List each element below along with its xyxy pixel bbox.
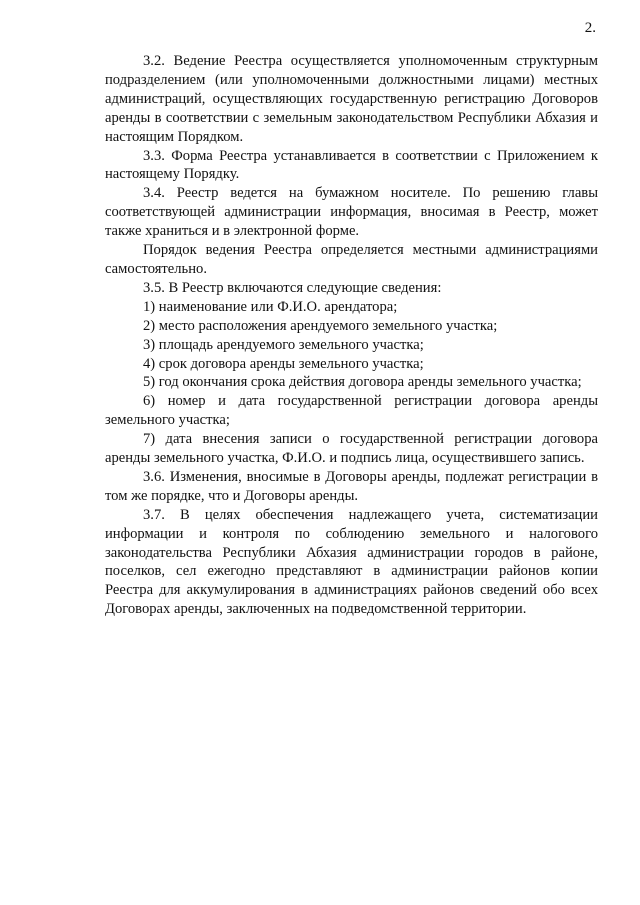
paragraph-3-6: 3.6. Изменения, вносимые в Договоры аренды, подлежат регистрации в том же порядке, что и Договоры аренды. xyxy=(105,468,598,504)
list-item-3: 3) площадь арендуемого земельного участка; xyxy=(143,336,424,353)
list-item-6: 6) номер и дата государственной регистрации договора аренды земельного участка; xyxy=(105,393,598,429)
list-item-5: 5) год окончания срока действия договора аренды земельного участка; xyxy=(143,374,582,391)
list-item-7: 7) дата внесения записи о государственной регистрации договора аренды земельного участка, Ф.И.О. и подпись лица, осуществившего запись. xyxy=(105,431,598,467)
paragraph-3-3: 3.3. Форма Реестра устанавливается в соответствии с Приложением к настоящему Порядку. xyxy=(105,147,598,183)
paragraph-procedure: Порядок ведения Реестра определяется местными администрациями самостоятельно. xyxy=(105,242,598,277)
page-number: 2. xyxy=(584,20,596,36)
paragraph-3-5: 3.5. В Реестр включаются следующие сведения: xyxy=(143,279,442,296)
document-body xyxy=(105,52,598,619)
list-item-4: 4) срок договора аренды земельного участка; xyxy=(143,355,424,372)
paragraph-3-4: 3.4. Реестр ведется на бумажном носителе. По решению главы соответствующей администрации информация, вносимая в Реестр, может также храниться и в электронной форме. xyxy=(105,185,598,240)
list-item-1: 1) наименование или Ф.И.О. арендатора; xyxy=(143,298,398,315)
paragraph-3-2: 3.2. Ведение Реестра осуществляется уполномоченным структурным подразделением (или уполномоченными должностными лицами) местных администраций, осуществляющих государственную регистрацию Договоров аренды в соответствии с земельным законодательством Республики Абхазия и настоящим Порядком. xyxy=(105,53,598,145)
paragraph-3-7: 3.7. В целях обеспечения надлежащего учета, систематизации информации и контроля по соблюдению земельного и налогового законодательства Республики Абхазия администрации городов в районе, поселков, сел ежегодно представляют в администрации районов копии Реестра для аккумулирования в администрациях районов сведений обо всех Договорах аренды, заключенных на подведомственной территории. xyxy=(105,506,598,618)
list-item-2: 2) место расположения арендуемого земельного участка; xyxy=(143,317,498,334)
